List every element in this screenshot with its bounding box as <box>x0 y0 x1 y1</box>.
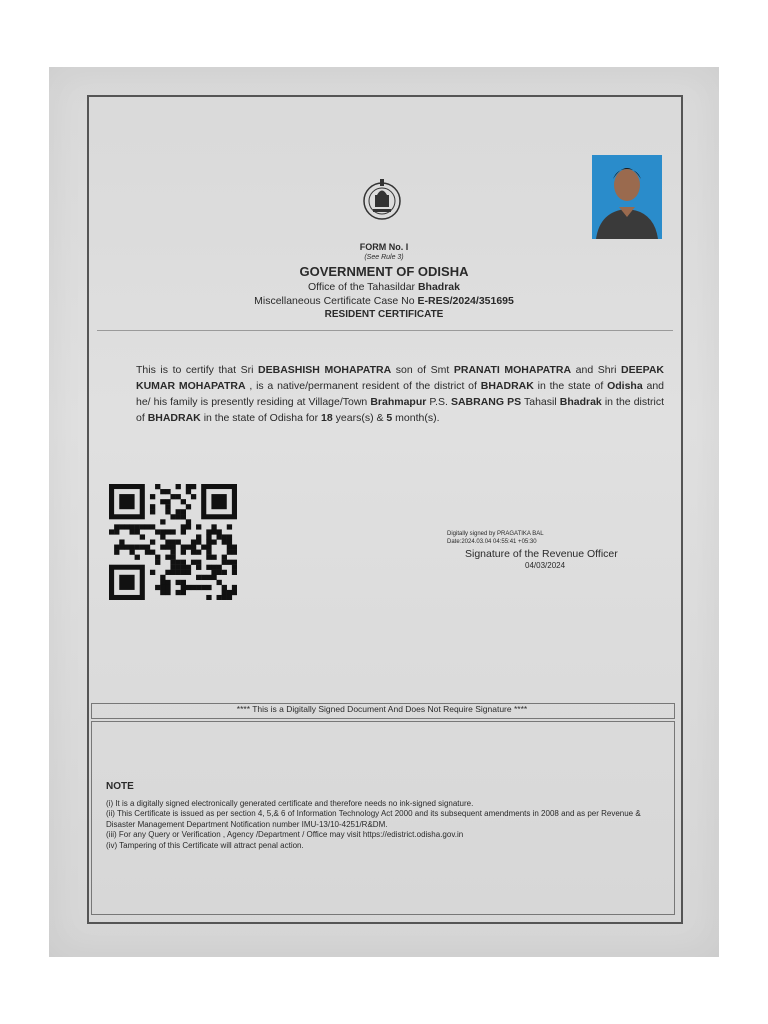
note-title: NOTE <box>106 781 134 792</box>
note-item: (ii) This Certificate is issued as per section 4, 5,& 6 of Information Technology Act 2000 and its subsequent amendments in 2008 and as per Revenue & Disaster Management Department Notification number IMU-13/10-4251/R&DM. <box>106 809 641 829</box>
case-number: E-RES/2024/351695 <box>417 295 514 307</box>
district-2: BHADRAK <box>147 412 201 424</box>
district: BHADRAK <box>480 380 534 392</box>
father-name: DEEPAK KUMAR MOHAPATRA <box>136 364 665 392</box>
qr-code <box>109 484 237 600</box>
form-number: FORM No. I <box>359 242 409 252</box>
sign-date-line: Date:2024.03.04 04:55:41 +05:30 <box>447 539 537 545</box>
note-item: (iv) Tampering of this Certificate will attract penal action. <box>106 840 304 850</box>
see-rule: (See Rule 3) <box>364 254 404 261</box>
certificate-paper <box>49 67 719 957</box>
signature-title: Signature of the Revenue Officer <box>465 548 618 560</box>
months: 5 <box>386 412 393 424</box>
case-line <box>189 295 579 307</box>
odisha-emblem-icon <box>361 176 403 222</box>
office-prefix: Office of the Tahasildar <box>308 281 416 293</box>
certificate-body: This is to certify that Sri DEBASHISH MOHAPATRA son of Smt PRANATI MOHAPATRA and Shri DEEPAK KUMAR MOHAPATRA , is a native/permanent resident of the district of BHADRAK in the state of Odisha and he/ his family is presently residing at Village/Town Brahmapur P.S. SABRANG PS Tahasil Bhadrak in the district of BHADRAK in the state of Odisha for 18 years(s) & 5 month(s). <box>136 364 665 424</box>
certificate-title: RESIDENT CERTIFICATE <box>324 309 444 320</box>
signed-by: Digitally signed by PRAGATIKA BAL <box>447 531 544 537</box>
signature-block <box>447 530 618 570</box>
applicant-photo <box>592 155 662 239</box>
note-item: (iii) For any Query or Verification , Agency /Department / Office may visit https://edistrict.odisha.gov.in <box>106 830 464 839</box>
note-item: (i) It is a digitally signed electronically generated certificate and therefore needs no ink-signed signature. <box>106 798 474 808</box>
mother-name: PRANATI MOHAPATRA <box>453 364 572 376</box>
header-divider <box>97 330 673 331</box>
tahasil: Bhadrak <box>559 396 602 408</box>
note-section <box>106 782 661 851</box>
applicant-name: DEBASHISH MOHAPATRA <box>258 364 392 376</box>
case-prefix: Miscellaneous Certificate Case No <box>254 295 415 307</box>
village: Brahmapur <box>370 396 427 408</box>
office-line <box>189 281 579 293</box>
police-station: SABRANG PS <box>450 396 522 408</box>
digital-signature-note: **** This is a Digitally Signed Document And Does Not Require Signature **** <box>236 704 528 714</box>
government-title: GOVERNMENT OF ODISHA <box>299 264 469 279</box>
office-place: Bhadrak <box>417 281 460 293</box>
signature-date: 04/03/2024 <box>525 561 566 570</box>
years: 18 <box>321 412 333 424</box>
state: Odisha <box>607 380 643 392</box>
